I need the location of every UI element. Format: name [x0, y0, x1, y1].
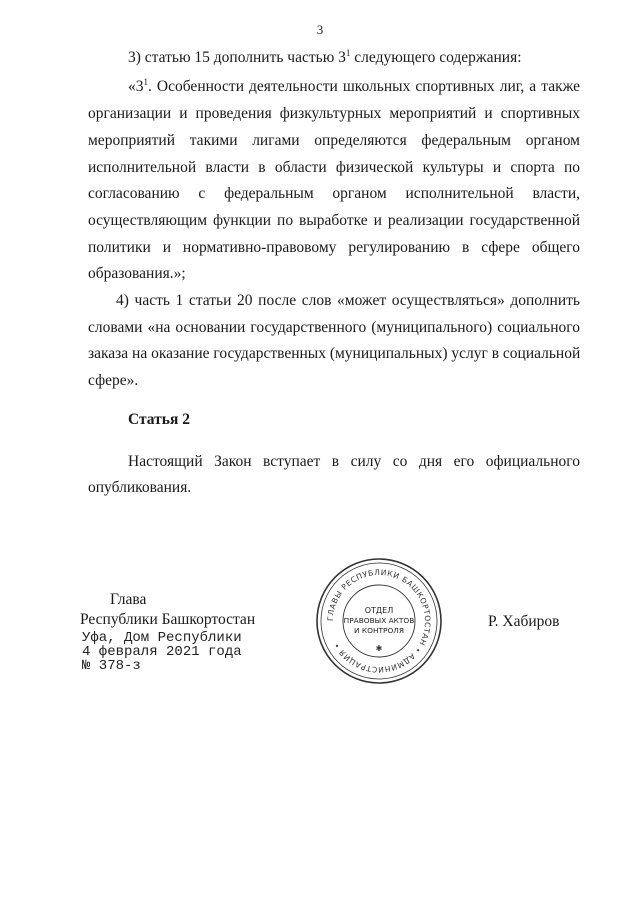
item4-line: словами «на основании государственного (муниципального) социального: [88, 319, 580, 336]
sign-place: Уфа, Дом Республики: [82, 630, 242, 646]
stamp-center-line2: ПРАВОВЫХ АКТОВ: [343, 616, 415, 625]
stamp-star-icon: ✱: [375, 644, 383, 653]
stamp-center-line1: ОТДЕЛ: [364, 606, 394, 615]
official-stamp: [314, 556, 444, 686]
page-number: 3: [316, 22, 324, 37]
item3-intro: [128, 48, 522, 68]
article2-heading: Статья 2: [128, 411, 190, 428]
item4-line: заказа на оказание государственных (муниципальных) услуг в социальной: [88, 345, 581, 362]
signatory-title: Глава: [110, 591, 147, 608]
quote-sup: 1: [143, 77, 148, 87]
signatory-office: Республики Башкортостан: [80, 611, 256, 628]
item3-intro-rest: следующего содержания:: [350, 49, 522, 66]
quote-open: «3: [128, 78, 144, 95]
stamp-ring-textpath: ГЛАВЫ РЕСПУБЛИКИ БАШКОРТОСТАН • АДМИНИСТРАЦИЯ •: [325, 567, 433, 675]
law-number: № 378-з: [82, 658, 141, 674]
item4-first-line: 4) часть 1 статьи 20 после слов «может осуществляться» дополнить: [116, 292, 580, 309]
item3-intro-sup: 1: [345, 48, 351, 58]
item3-intro-text: 3) статью 15 дополнить частью 3: [128, 49, 346, 66]
quote-first-line: [128, 77, 580, 97]
sign-date: 4 февраля 2021 года: [82, 644, 242, 660]
quote-line: осуществляющим функции по выработке и реализации государственной: [88, 212, 580, 229]
quote-first-text: . Особенности деятельности школьных спортивных лиг, а также: [148, 78, 580, 95]
quote-line: политики и нормативно-правовому регулированию в сфере общего: [88, 239, 580, 256]
article2-first-line: Настоящий Закон вступает в силу со дня его официального: [128, 453, 580, 470]
quote-line: согласованию с федеральным органом исполнительной власти,: [88, 185, 580, 202]
quote-line: мероприятий такими лигами определяются федеральным органом: [88, 132, 580, 149]
quote-line: организации и проведения физкультурных мероприятий и спортивных: [88, 105, 580, 122]
quote-line: исполнительной власти в области физической культуры и спорта по: [88, 159, 580, 176]
quote-last-line: образования.»;: [88, 265, 186, 282]
item4-last-line: сфере».: [88, 372, 139, 389]
article2-last-line: опубликования.: [88, 479, 192, 496]
signatory-name: Р. Хабиров: [488, 613, 560, 630]
stamp-center-line3: И КОНТРОЛЯ: [354, 626, 404, 635]
